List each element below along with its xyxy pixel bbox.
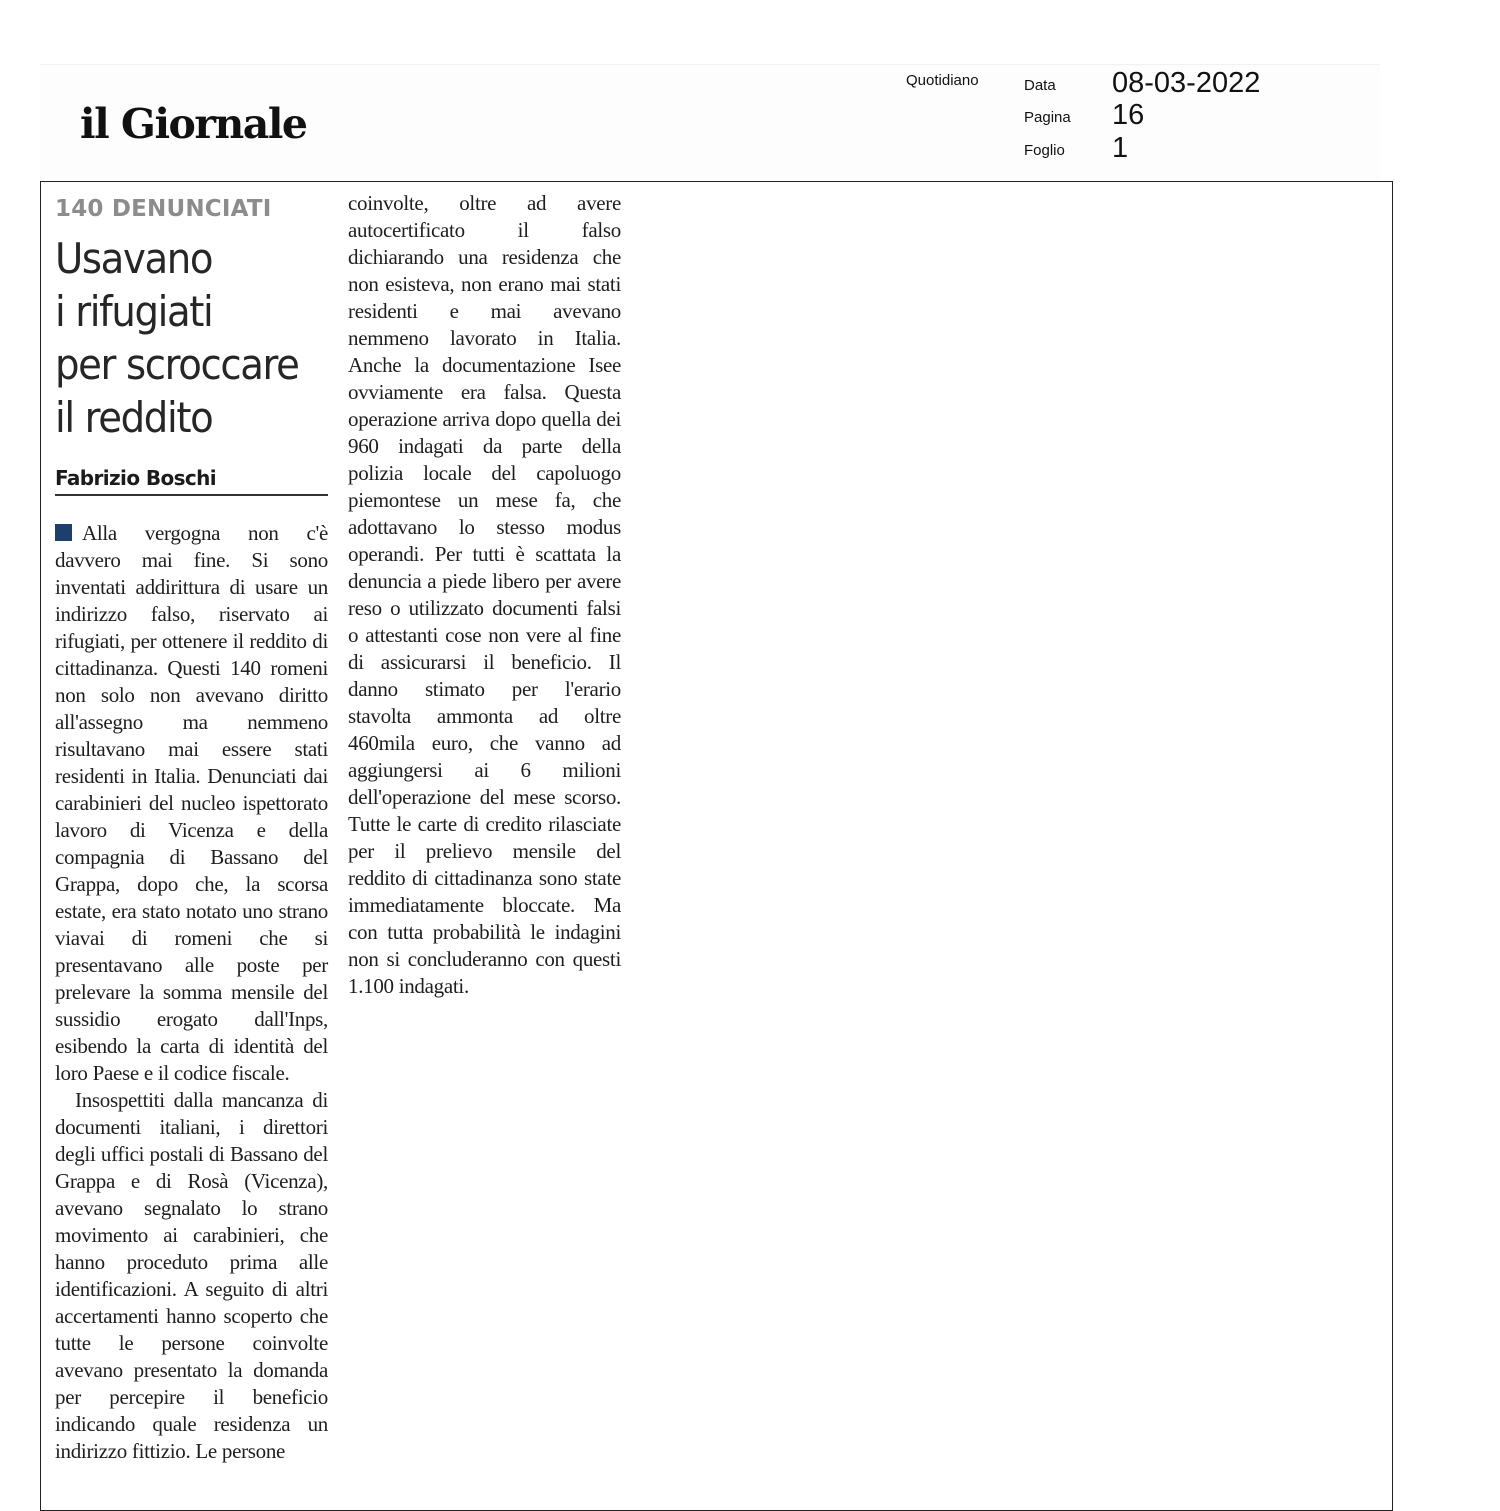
page-label: Pagina: [1024, 109, 1071, 126]
article-kicker: 140 DENUNCIATI: [55, 196, 272, 222]
article-headline: [55, 232, 322, 444]
periodicity-label: Quotidiano: [906, 72, 979, 89]
date-value: 08-03-2022: [1112, 67, 1261, 99]
headline-line: i rifugiati: [55, 287, 213, 336]
headline-line: per scroccare: [55, 340, 299, 389]
article-paragraph: coinvolte, oltre ad avere autocertificato il falso dichiarando una residenza che non esisteva, non erano mai stati residenti e mai avevano nemmeno lavorato in Italia. Anche la documentazione Isee ovviamente era falsa. Questa operazione arriva dopo quella dei 960 indagati da parte della polizia locale del capoluogo piemontese un mese fa, che adottavano lo stesso modus operandi. Per tutti è scattata la denuncia a piede libero per avere reso o utilizzato documenti falsi o attestanti cose non vere al fine di assicurarsi il beneficio. Il danno stimato per l'erario stavolta ammonta ad oltre 460mila euro, che vanno ad aggiungersi ai 6 milioni dell'operazione del mese scorso. Tutte le carte di credito rilasciate per il prelievo mensile del reddito di cittadinanza sono state immediatamente bloccate. Ma con tutta probabilità le indagini non si concluderanno con questi 1.100 indagati.: [348, 191, 621, 998]
article-paragraph: [55, 520, 328, 1087]
date-label: Data: [1024, 77, 1056, 94]
newspaper-logo: il Giornale: [80, 100, 307, 148]
headline-line: il reddito: [55, 393, 213, 442]
article-column-1: [55, 520, 328, 1465]
headline-line: Usavano: [55, 234, 213, 283]
sheet-label: Foglio: [1024, 142, 1065, 159]
article-paragraph: Insospettiti dalla mancanza di documenti italiani, i direttori degli uffici postali di Bassano del Grappa e di Rosà (Vicenza), avevano segnalato lo strano movimento ai carabinieri, che hanno proceduto prima alle identificazioni. A seguito di altri accertamenti hanno scoperto che tutte le persone coinvolte avevano presentato la domanda per percepire il beneficio indicando quale residenza un indirizzo fittizio. Le persone: [55, 1088, 328, 1463]
article-column-2: [348, 190, 621, 1000]
paragraph-text: Alla vergogna non c'è davvero mai fine. Si sono inventati addirittura di usare un indirizzo falso, riservato ai rifugiati, per ottenere il reddito di cittadinanza. Questi 140 romeni non solo non avevano diritto all'assegno ma nemmeno risultavano mai essere stati residenti in Italia. Denunciati dai carabinieri del nucleo ispettorato lavoro di Vicenza e della compagnia di Bassano del Grappa, dopo che, la scorsa estate, era stato notato uno strano viavai di romeni che si presentavano alle poste per prelevare la somma mensile del sussidio erogato dall'Inps, esibendo la carta di identità del loro Paese e il codice fiscale.: [55, 521, 328, 1085]
article-byline: Fabrizio Boschi: [55, 466, 328, 496]
sheet-value: 1: [1112, 132, 1129, 164]
page-value: 16: [1112, 99, 1145, 131]
paragraph-marker-icon: [55, 524, 72, 541]
